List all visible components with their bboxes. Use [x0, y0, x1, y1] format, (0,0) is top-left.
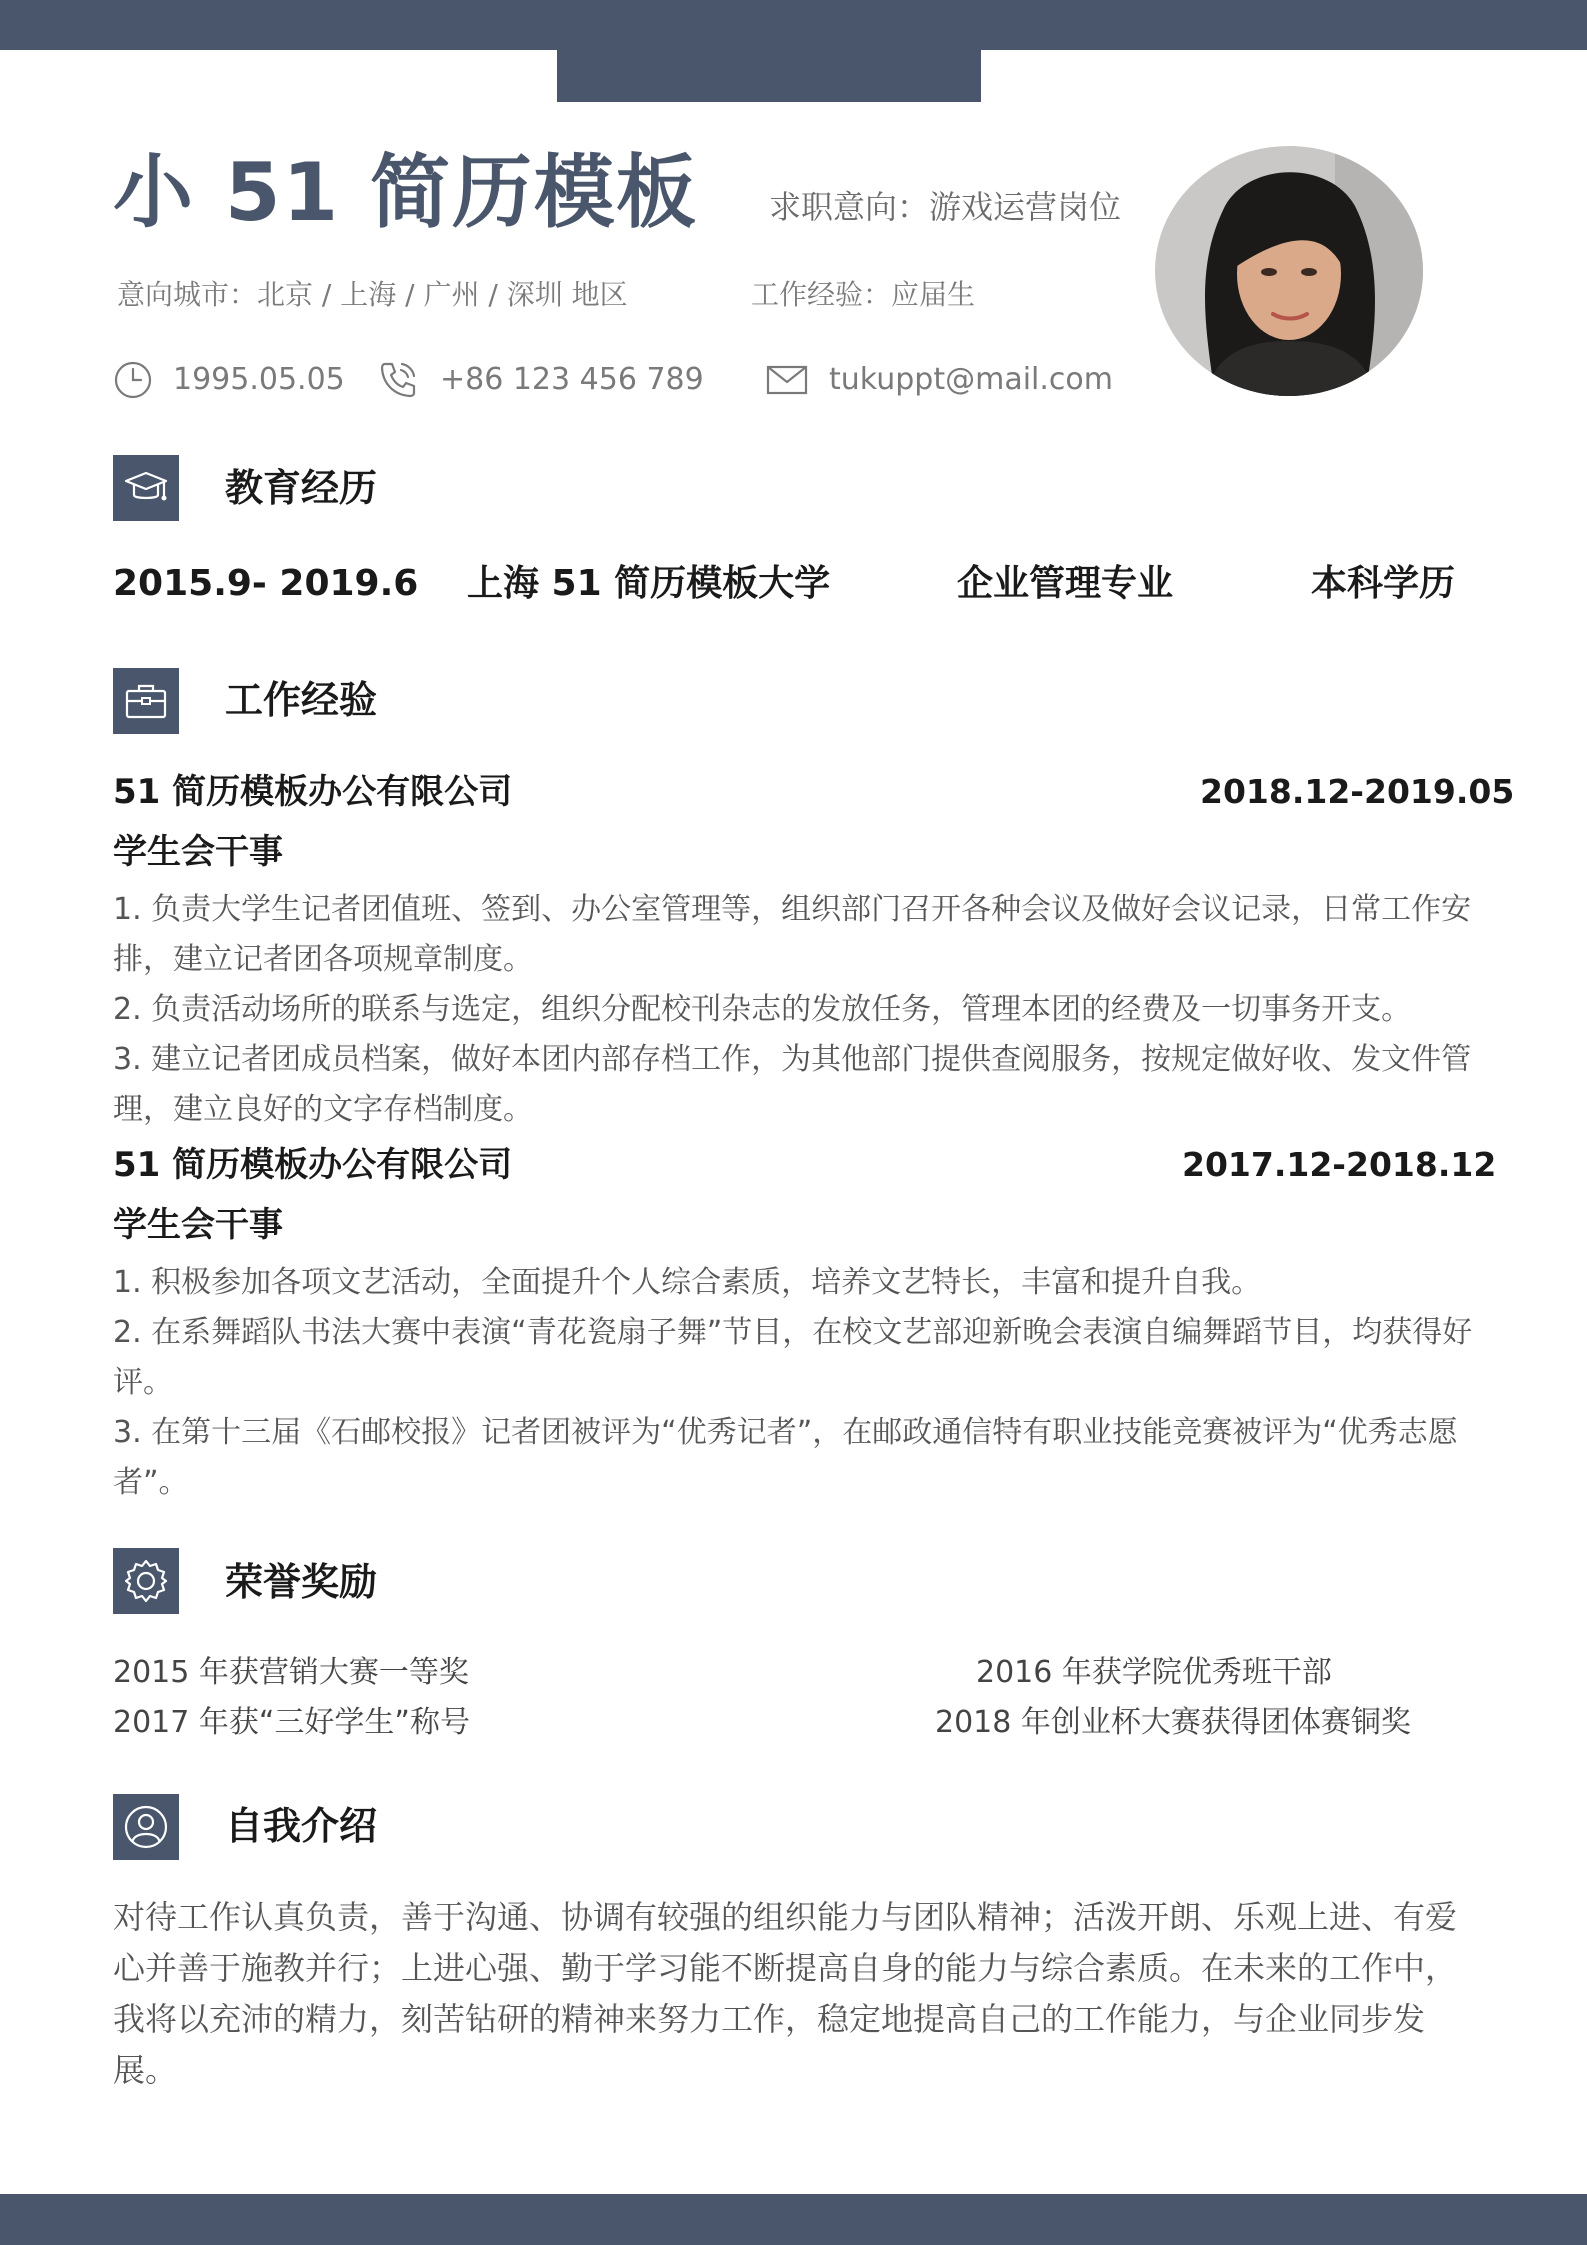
target-city: 意向城市：北京 / 上海 / 广州 / 深圳 地区	[117, 278, 628, 311]
work-section-icon	[113, 668, 179, 734]
award-item: 2017 年获“三好学生”称号	[113, 1705, 470, 1740]
award-item: 2016 年获学院优秀班干部	[976, 1655, 1332, 1690]
job-role: 学生会干事	[113, 832, 283, 872]
birthday-row	[113, 356, 345, 404]
bottom-bar	[0, 2194, 1587, 2245]
job-duty-item: 3. 在第十三届《石邮校报》记者团被评为“优秀记者”，在邮政通信特有职业技能竞赛被评为“优秀志愿者”。	[113, 1415, 1458, 1500]
education-section-icon	[113, 455, 179, 521]
education-major: 企业管理专业	[957, 563, 1174, 604]
intro-section-title: 自我介绍	[225, 1804, 378, 1848]
top-notch	[557, 50, 981, 102]
job-role: 学生会干事	[113, 1205, 283, 1245]
avatar-photo	[1155, 146, 1423, 396]
education-period: 2015.9- 2019.6	[113, 563, 419, 604]
phone-number: +86 123 456 789	[440, 362, 704, 397]
user-icon	[122, 1803, 170, 1851]
awards-section-icon	[113, 1548, 179, 1614]
briefcase-icon	[123, 681, 169, 721]
resume-name: 小 51 简历模板	[113, 146, 699, 239]
job-duties	[113, 1258, 1483, 1508]
job-duty-item: 3. 建立记者团成员档案，做好本团内部存档工作，为其他部门提供查阅服务，按规定做好收、发文件管理，建立良好的文字存档制度。	[113, 1042, 1472, 1127]
job-duties	[113, 885, 1483, 1135]
job-date: 2017.12-2018.12	[1182, 1145, 1497, 1184]
phone-icon	[376, 358, 420, 402]
award-item: 2015 年获营销大赛一等奖	[113, 1655, 469, 1690]
award-item: 2018 年创业杯大赛获得团体赛铜奖	[935, 1705, 1411, 1740]
job-company: 51 简历模板办公有限公司	[113, 1145, 513, 1185]
self-intro-text: 对待工作认真负责，善于沟通、协调有较强的组织能力与团队精神；活泼开朗、乐观上进、有爱心并善于施教并行；上进心强、勤于学习能不断提高自身的能力与综合素质。在未来的工作中，我将以充沛的精力，刻苦钻研的精神来努力工作，稳定地提高自己的工作能力，与企业同步发展。	[113, 1898, 1458, 2089]
avatar	[1155, 146, 1423, 396]
education-school: 上海 51 简历模板大学	[467, 563, 831, 604]
birthday: 1995.05.05	[173, 362, 345, 397]
work-experience-summary: 工作经验：应届生	[751, 278, 976, 311]
job-duty-item: 2. 负责活动场所的联系与选定，组织分配校刊杂志的发放任务，管理本团的经费及一切事务开支。	[113, 992, 1412, 1027]
clock-icon	[113, 360, 153, 400]
awards-section-title: 荣誉奖励	[225, 1560, 378, 1604]
mail-icon	[765, 362, 809, 398]
phone-row	[376, 356, 704, 404]
email-row	[765, 356, 1113, 404]
job-duty-item: 1. 负责大学生记者团值班、签到、办公室管理等，组织部门召开各种会议及做好会议记录，日常工作安排，建立记者团各项规章制度。	[113, 892, 1472, 977]
gear-icon	[122, 1557, 170, 1605]
work-section-title: 工作经验	[225, 678, 378, 722]
education-degree: 本科学历	[1311, 563, 1456, 604]
email-address: tukuppt@mail.com	[829, 362, 1113, 397]
job-date: 2018.12-2019.05	[1200, 772, 1515, 811]
job-company: 51 简历模板办公有限公司	[113, 772, 513, 812]
job-duty-item: 1. 积极参加各项文艺活动，全面提升个人综合素质，培养文艺特长，丰富和提升自我。	[113, 1265, 1262, 1300]
job-duty-item: 2. 在系舞蹈队书法大赛中表演“青花瓷扇子舞”节目，在校文艺部迎新晚会表演自编舞蹈节目，均获得好评。	[113, 1315, 1473, 1400]
job-intent: 求职意向：游戏运营岗位	[769, 188, 1122, 226]
top-bar	[0, 0, 1587, 50]
intro-section-icon	[113, 1794, 179, 1860]
education-section-title: 教育经历	[225, 466, 378, 510]
graduation-cap-icon	[122, 468, 170, 508]
